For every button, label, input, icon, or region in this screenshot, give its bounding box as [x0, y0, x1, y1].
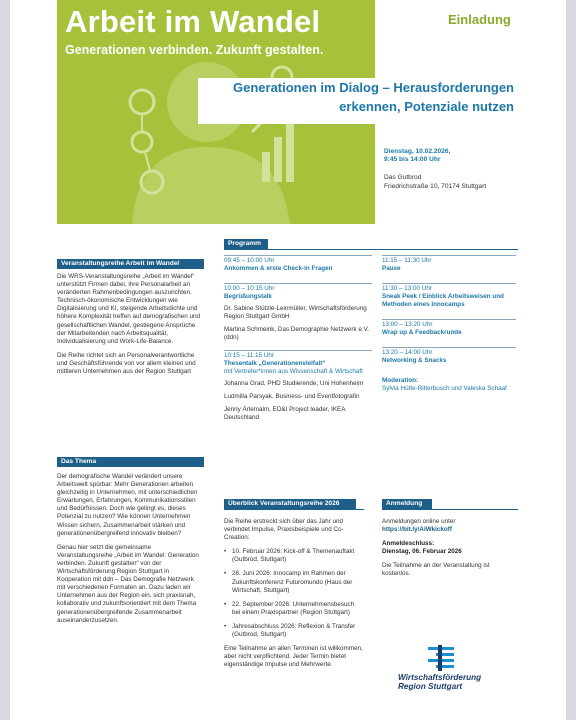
people-silhouette-illustration [112, 42, 312, 224]
registration-heading: Anmeldung [382, 499, 432, 509]
program-title: Wrap up & Feedbackrunde [382, 329, 462, 336]
intro-text [57, 273, 202, 382]
program-item [382, 283, 516, 309]
overview-text [224, 518, 364, 669]
program-speaker: Ludmilla Parsyak, Business- und Eventfotografin [224, 393, 360, 400]
program-time: 13:20 – 14:00 Uhr [382, 349, 433, 356]
program-speaker: Martina Schmeink, Das Demographie Netzwerk e.V. (ddn) [224, 326, 370, 341]
program-title: Networking & Snacks [382, 357, 447, 364]
program-title: Ankommen & erste Check-in Fragen [224, 265, 333, 272]
overview-list-item: • 10. Februar 2026: Kick-off & Themenauftakt (Gutbrod, Stuttgart) [224, 548, 364, 564]
wrs-logo [398, 645, 508, 695]
program-column-left [224, 255, 372, 429]
logo-line-2: Region Stuttgart [398, 682, 463, 691]
program-item [224, 255, 372, 273]
program-title: Thesentalk „Generationenvielfalt“ [224, 360, 326, 367]
program-time: 10:15 – 11:15 Uhr [224, 352, 274, 359]
deadline-date: Dienstag, 06. Februar 2026 [382, 548, 462, 556]
program-speaker: Dr. Sabine Stützle-Leinmüller, Wirtschaftsförderung Region Stuttgart GmbH [224, 305, 367, 320]
headline-line-2: erkennen, Potenziale nutzen [339, 99, 514, 114]
program-subtitle: mit Vertreter*innen aus Wissenschaft & Wirtschaft [224, 368, 363, 375]
program-title: Begrüßungstalk [224, 293, 272, 300]
deadline-label: Anmeldeschluss: [382, 540, 435, 548]
overview-intro: Die Reihe erstreckt sich über das Jahr und verbindet Impulse, Praxisbeispiele und Co-Creation: [224, 518, 344, 542]
event-details [384, 148, 486, 191]
overview-list-item: • Jahresabschluss 2026: Reflexion & Transfer (Gutbrod, Stuttgart) [224, 623, 364, 639]
event-date: Dienstag, 10.02.2026, [384, 148, 451, 155]
headline-line-1: Generationen im Dialog – Herausforderungen [233, 80, 514, 95]
wrs-logo-mark-icon [428, 645, 454, 671]
moderation [382, 377, 516, 393]
overview-rule [224, 509, 364, 510]
moderation-label: Moderation: [382, 377, 419, 384]
registration-link[interactable]: https://bit.ly/AiWkickoff [382, 526, 452, 534]
wrs-logo-text [398, 673, 508, 691]
intro-paragraph-1: Die WRS-Veranstaltungsreihe „Arbeit im Wandel“ unterstützt Firmen dabei, ihre Personalarbeit an veränderten Rahmenbedingungen auszurichten. Technisch-ökonomische Entwicklungen wie Digitalisierung und KI, steigende Arbeitsdichte und höhere Komplexität treffen auf demografischen und gesellschaftlichen Wandel, gestiegene Ansprüche der Mitarbeitenden nach Arbeitsqualität, Individualisierung und Work-Life-Balance. [57, 273, 201, 345]
program-heading: Programm [224, 239, 268, 249]
registration-rule [382, 509, 518, 510]
overview-list [224, 548, 364, 639]
invitation-label: Einladung [448, 12, 511, 27]
program-item [224, 283, 372, 342]
event-venue: Das Gutbrod [384, 174, 422, 182]
program-title: Sneak Peek / Einblick Arbeitsweisen und Methoden eines Innocamps [382, 293, 504, 308]
overview-outro: Eine Teilnahme an allen Terminen ist willkommen, aber nicht verpflichtend. Jeder Termin bietet eigenständige Impulse und Mehrwerte. [224, 645, 363, 669]
headline-box [198, 78, 518, 124]
registration-text [382, 518, 516, 579]
overview-list-item: • 26. Juni 2026: Innocamp im Rahmen der Zukunftskonferenz Futuromundo (Haus der Wirtschaft, Stuttgart) [224, 570, 364, 594]
program-time: 09:45 – 10:00 Uhr [224, 257, 275, 264]
program-item [224, 350, 372, 422]
topic-heading: Das Thema [57, 457, 204, 467]
overview-list-item: • 22. September 2026: Unternehmensbesuch bei einem Praxispartner (Region Stuttgart) [224, 601, 364, 617]
program-time: 11:30 – 13:00 Uhr [382, 285, 432, 292]
program-time: 11:15 – 11:30 Uhr [382, 257, 432, 264]
event-address: Friedrichstraße 10, 70174 Stuttgart [384, 182, 487, 190]
intro-heading: Veranstaltungsreihe Arbeit im Wandel [57, 259, 204, 269]
program-item [382, 255, 516, 273]
program-item [382, 347, 516, 365]
right-border [566, 0, 576, 720]
free-participation-note: Die Teilnahme an der Veranstaltung ist kostenlos. [382, 562, 490, 578]
event-series-title: Arbeit im Wandel [65, 4, 321, 39]
logo-line-1: Wirtschaftsförderung [398, 673, 482, 682]
program-time: 13:00 – 13:20 Uhr [382, 321, 433, 328]
program-speaker: Jenny Ärlemalm, ED&I Project leader, IKEA Deutschland [224, 406, 346, 421]
program-column-right [382, 255, 516, 393]
program-title: Pause [382, 265, 401, 272]
moderation-names: Sylvia Hütte-Ritterbusch und Valeska Schaaf [382, 385, 507, 392]
left-border [0, 0, 10, 720]
program-speaker: Johanna Grad, PHD Studierende, Uni Hohenheim [224, 380, 364, 387]
intro-paragraph-2: Die Reihe richtet sich an Personalverantwortliche und Geschäftsführende von vor allem kleinen und mittleren Unternehmen aus der Region Stuttgart [57, 351, 196, 376]
program-item [382, 319, 516, 337]
event-series-subtitle: Generationen verbinden. Zukunft gestalten. [65, 43, 324, 57]
topic-paragraph-2: Genau hier setzt die gemeinsame Veranstaltungsreihe „Arbeit im Wandel: Generation verbinden. Zukunft gestalten“ von der Wirtschaftsförderung Region Stuttgart in Kooperation mit ddn – Das Demografie Netzwerk mit verschiedenen Formaten an. Dazu laden wir Unternehmen aus der Region ein, sich praxisnah, kollaborativ und zukunftsorientiert mit dem Thema generationenübergreifende Zusammenarbeit auseinanderzusetzen. [57, 543, 199, 624]
program-time: 10:00 – 10:15 Uhr [224, 285, 275, 292]
program-rule [224, 249, 518, 250]
topic-text [57, 473, 202, 631]
registration-intro: Anmeldungen online unter [382, 518, 456, 525]
topic-paragraph-1: Der demografische Wandel verändert unsere Arbeitswelt spürbar: Mehr Generationen arbeiten gleichzeitig in Unternehmen, mit unterschiedlichen Erwartungen, Erfahrungen, Kommunikationsstilen und Bedürfnissen. Doch wie gelingt es, dieses Potenzial zu nutzen? Wie können Unternehmen Wissen sichern, Zusammenarbeit stärken und generationenübergreifend innovativ bleiben? [57, 473, 198, 537]
overview-heading: Überblick Veranstaltungsreihe 2026 [224, 499, 356, 509]
event-time: 9:45 bis 14:00 Uhr [384, 156, 441, 164]
